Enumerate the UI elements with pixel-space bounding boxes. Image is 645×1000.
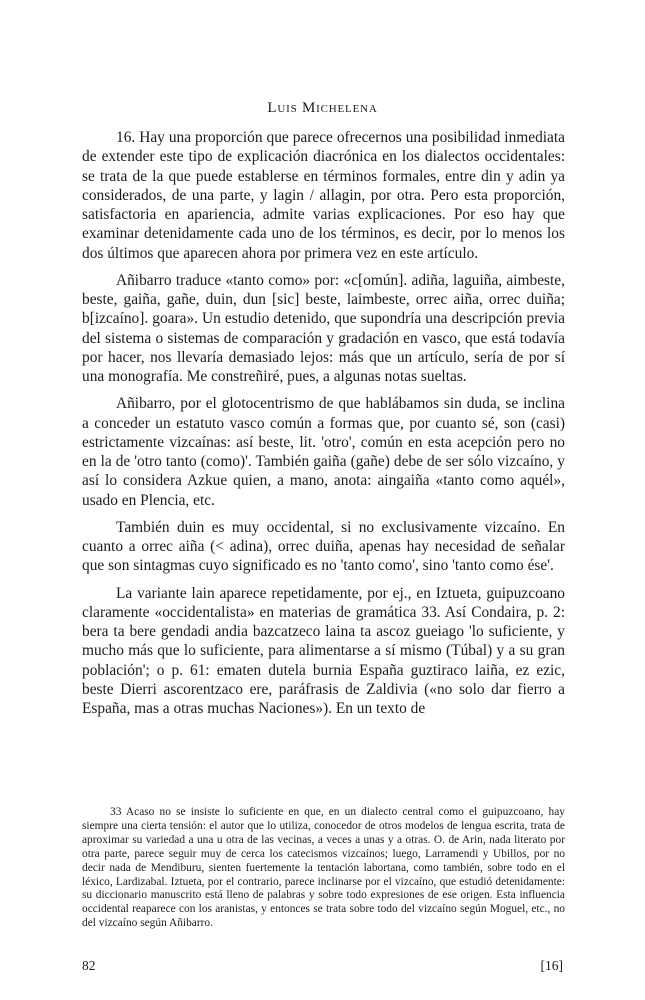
paragraph-lain: La variante lain aparece repetidamente, por ej., en Iztueta, guipuzcoano claramente «occidentalista» en materias de gramática 33. Así Condaira, p. 2: bera ta bere gendadi andia bazcatzeco laina ta ascoz gueiago 'lo suficiente, y mucho más que lo suficiente, para alimentarse a sí mismo (Túbal) y a su gran población'; o p. 61: ematen dutela burnia España guztiraco laiña, ez ezic, beste Dierri ascorentzaco ere, paráfrasis de Zaldivia («no solo dar fierro a España, mas a otras muchas Naciones»). En un texto de <box>82 584 565 717</box>
paragraph-anibarro-translation: Añibarro traduce «tanto como» por: «c[omún]. adiña, laguiña, aimbeste, beste, gaiña, gañe, duin, dun [sic] beste, laimbeste, orrec aiña, orrec duiña; b[izcaíno]. goara». Un estudio detenido, que supondría una descripción previa del sistema o sistemas de comparación y gradación en vasco, que está todavía por hacer, nos llevaría demasiado lejos: más que un artículo, sería de por sí una monografía. Me constreñiré, pues, a algunas notas sueltas. <box>82 271 565 385</box>
footnote-text: 33 Acaso no se insiste lo suficiente en que, en un dialecto central como el guipuzcoano, hay siempre una cierta tensión: el autor que lo utiliza, conocedor de otros modelos de lengua escrita, trata de aproximar su variedad a una u otra de las vecinas, a veces a unas y a otras. O. de Arin, nada literato por otra parte, parece seguir muy de cerca los catecismos vizcaínos; luego, Larramendi y Ubillos, por no decir nada de Mendiburu, sienten fuertemente la tentación labortana, como también, sobre todo en el léxico, Lardizabal. Iztueta, por el contrario, parece inclinarse por el vizcaíno, que estudió detenidamente: su diccionario manuscrito está lleno de palabras y sobre todo expresiones de ese origen. Esta influencia occidental reaparece con los aranistas, y entonces se trata sobre todo del vizcaíno según Moguel, etc., no del vizcaíno según Añibarro. <box>82 806 565 930</box>
paragraph-16: 16. Hay una proporción que parece ofrecernos una posibilidad inmediata de extender este tipo de explicación diacrónica en los dialectos occidentales: se trata de la que puede establerse en términos formales, entre din y adin ya considerados, de una parte, y lagin / allagin, por otra. Pero esta proporción, satisfactoria en apariencia, admite varias explicaciones. Por eso hay que examinar detenidamente cada uno de los términos, es decir, por lo menos los dos últimos que aparecen ahora por primera vez en este artículo. <box>82 129 565 262</box>
page-number: 82 <box>82 958 96 973</box>
paragraph-glotocentrismo: Añibarro, por el glotocentrismo de que hablábamos sin duda, se inclina a conceder un estatuto vasco común a formas que, por cuanto sé, son (casi) estrictamente vizcaínas: así beste, lit. 'otro', común en esta acepción pero no en la de 'otro tanto (como)'. También gaiña (gañe) debe de ser sólo vizcaíno, y así lo considera Azkue quien, a mano, anota: aingaiña «tanto como aquél», usado en Plencia, etc. <box>82 395 565 509</box>
footnote-33 <box>82 806 565 931</box>
running-header: Luis Michelena <box>267 100 378 116</box>
body-text <box>82 128 565 726</box>
paragraph-duin: También duin es muy occidental, si no exclusivamente vizcaíno. En cuanto a orrec aiña (< adina), orrec duiña, apenas hay necesidad de señalar que son sintagmas cuyo significado es no 'tanto como', sino 'tanto como ése'. <box>82 518 565 575</box>
bracket-page-number: [16] <box>540 958 563 973</box>
